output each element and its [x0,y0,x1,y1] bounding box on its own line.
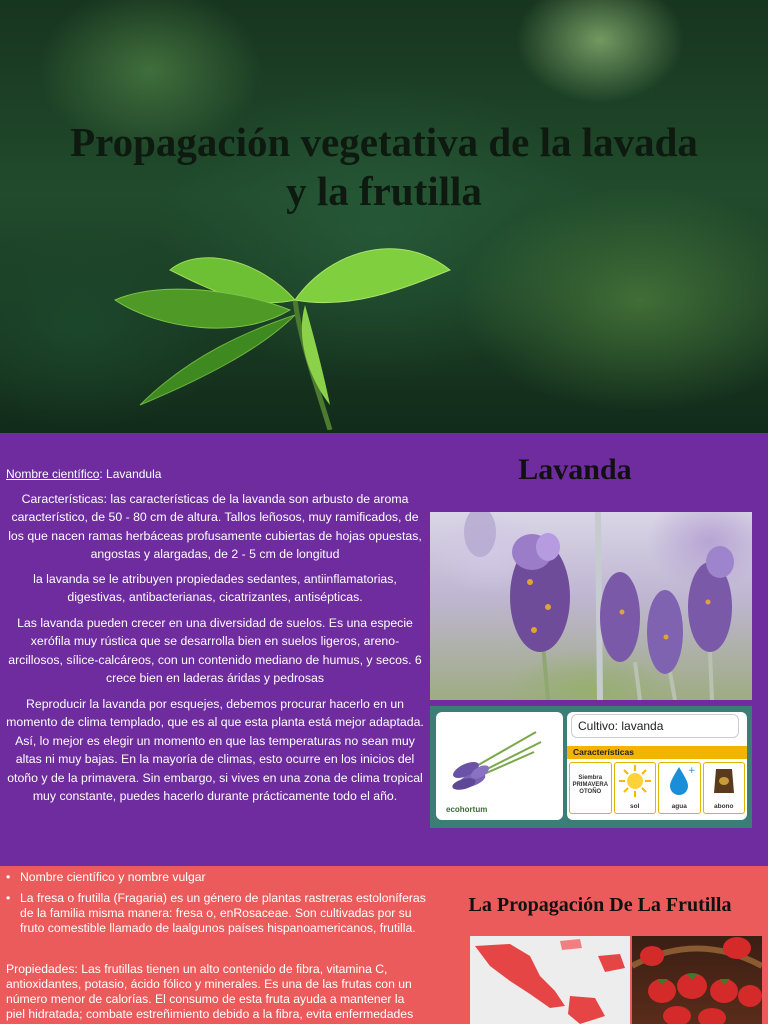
lavanda-reproduction: Reproducir la lavanda por esquejes, debemos procurar hacerlo en un momento de clima templado, que es al que esta planta está mejor adaptada. Así, lo mejor es elegir un momento en que las temperaturas no sean muy altas ni muy bajas. En la mayoría de climas, esto ocurre en los inicios del otoño y de la primavera. Sin embargo, si vives en una zona de clima tropical muy constante, puedes hacerlo durante prácticamente todo el año. [6,697,424,804]
fertilizer-bag-icon [704,763,744,799]
siembra-label: Siembra [578,775,603,781]
svg-text:+: + [688,766,696,776]
strawberries-photo [632,936,762,1024]
cultivo-label: Cultivo: lavanda [571,714,739,738]
abono-cell [703,762,746,814]
sun-icon [615,763,655,799]
scientific-name-label: Nombre científico [6,467,100,481]
sol-cell [614,762,657,814]
lavanda-properties: la lavanda se le atribuyen propiedades sedantes, antiinflamatorias, digestivas, antibacterianas, cicatrizantes, antisépticas. [33,572,397,605]
frutilla-bullets [6,870,426,942]
siembra-cell [569,762,612,814]
lavanda-cultivo-card [430,706,752,828]
abono-label: abono [714,803,734,810]
list-item: • La fresa o frutilla (Fragaria) es un género de plantas rastreras estoloníferas de la familia misma manera: fresa o, enRosaceae. Son cultivadas por su fruto comestible llamado de laalgunos países hispanoamericanos, frutilla. [6,891,426,936]
sprout-leaves-image [100,230,470,430]
lavanda-heading: Lavanda [518,453,632,486]
lavanda-soils: Las lavanda pueden crecer en una diversidad de suelos. Es una especie xerófila muy rústica que se desarrolla bien en suelos ligeros, areno-arcillosos, sílice-calcáreos, con un contenido mediano de humus, y secos. 6 crece bien en laderas áridas y pedrosas [8,616,422,686]
lavanda-slide [0,433,768,866]
cultivo-panel [567,712,747,820]
frutilla-properties: Propiedades: Las frutillas tienen un alto contenido de fibra, vitamina C, antioxidantes, potasio, ácido fólico y minerales. Es una de las frutas con un número menor de calorías. El consumo de esta fruta ayuda a mantener la piel hidratada; combate estreñimiento debido a la fibra, evita enfermedades [6,962,414,1021]
agua-label: agua [671,803,687,810]
lavender-photo [430,512,752,700]
water-drop-icon [659,763,699,799]
frutilla-slide [0,866,768,1024]
lavanda-characteristics: Características: las características de la lavanda son arbusto de aroma característico, de 50 - 80 cm de altura. Tallos leñosos, muy ramificados, de los que nacen ramas herbáceas profusamente cubiertas de hojas opuestas, angostas y alargadas, de 2 - 5 cm de longitud [8,492,422,562]
list-item: • Nombre científico y nombre vulgar [6,870,426,885]
otono-label: OTOÑO [579,789,602,795]
care-icons-row [569,762,745,814]
lavender-bouquet-image [436,712,563,820]
ecohortum-logo: ecohortum [446,805,488,814]
page-title: Propagación vegetativa de la lavada y la frutilla [70,119,698,214]
scientific-name [6,467,161,481]
scientific-name-value: : Lavandula [99,467,162,481]
primavera-label: PRIMAVERA [572,782,609,788]
frutilla-heading: La Propagación De La Frutilla [468,894,732,916]
title-slide [0,0,768,433]
sol-label: sol [630,803,640,810]
distribution-map-image [470,936,630,1024]
caracteristicas-bar: Características [567,746,747,759]
agua-cell [658,762,701,814]
